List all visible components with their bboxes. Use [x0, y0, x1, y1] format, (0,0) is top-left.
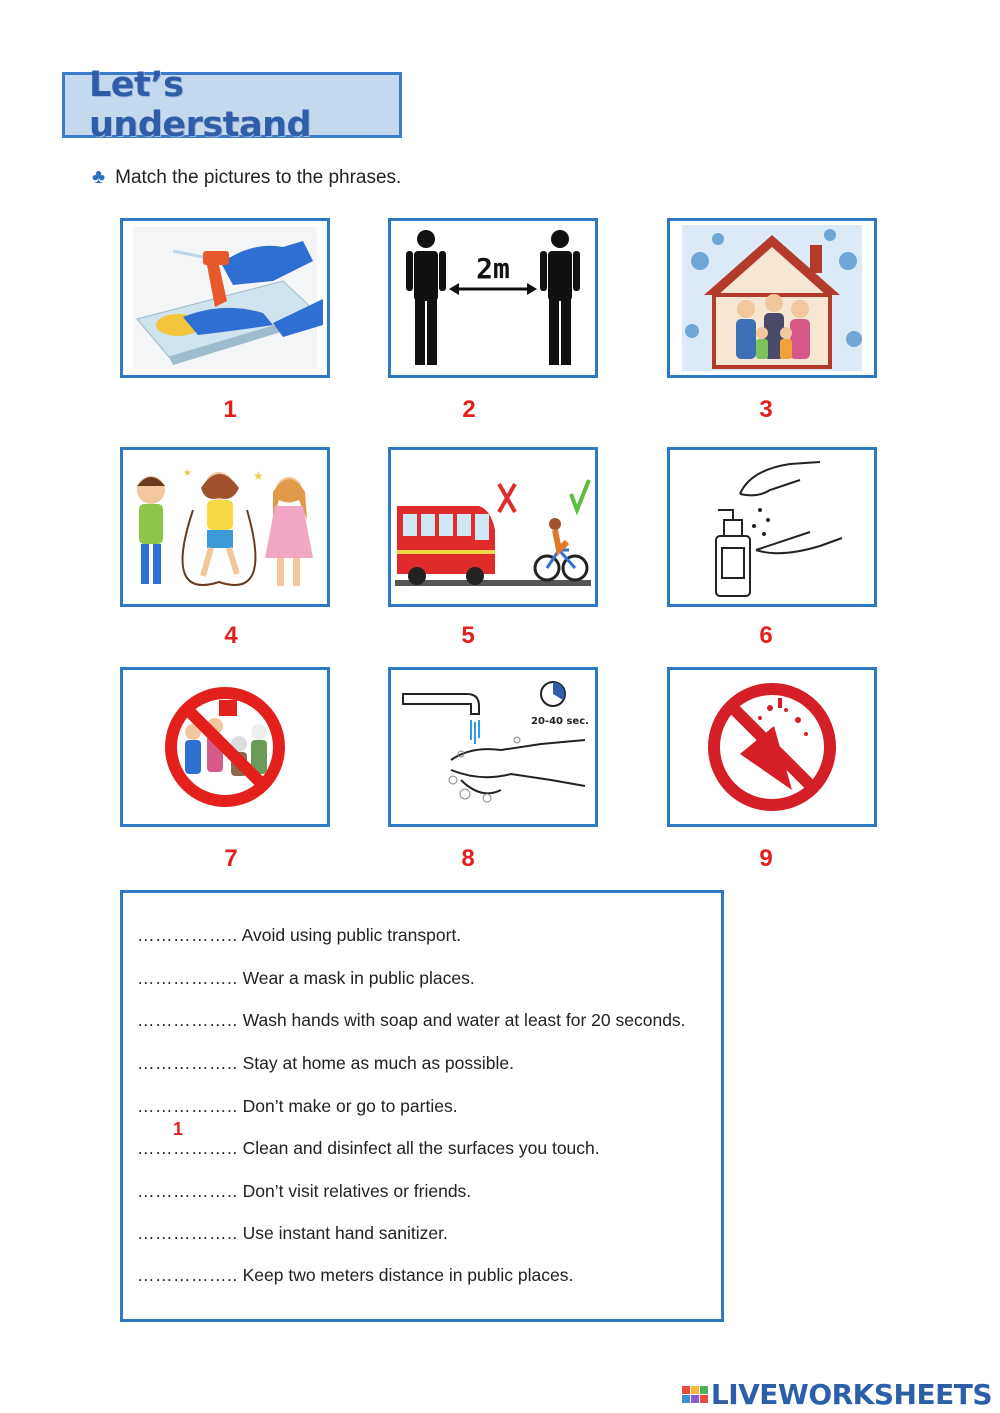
club-icon: ♣	[92, 166, 106, 188]
timer-label: 20-40 sec.	[531, 716, 589, 727]
picture-number-1: 1	[223, 396, 237, 423]
phrase-text: Clean and disinfect all the surfaces you touch.	[242, 1138, 600, 1158]
picture-3-stay-home[interactable]	[667, 218, 877, 378]
picture-6-sanitizer[interactable]	[667, 447, 877, 607]
logo-grid-icon	[682, 1386, 708, 1403]
picture-number-4: 4	[224, 622, 238, 649]
picture-number-3: 3	[759, 396, 773, 423]
picture-4-children-playing[interactable]	[120, 447, 330, 607]
picture-5-transport[interactable]	[388, 447, 598, 607]
answer-blank[interactable]: ……………..	[137, 1096, 238, 1116]
picture-7-no-visiting[interactable]	[120, 667, 330, 827]
filled-answer: 1	[173, 1119, 184, 1139]
picture-number-6: 6	[759, 622, 773, 649]
answer-blank[interactable]: ……………..	[137, 925, 238, 945]
picture-2-distance[interactable]	[388, 218, 598, 378]
answer-blank[interactable]: ……………..	[137, 1223, 238, 1243]
picture-number-5: 5	[461, 622, 475, 649]
phrase-row[interactable]	[137, 1181, 471, 1202]
instruction	[92, 166, 401, 189]
svg-text:★: ★	[253, 469, 264, 483]
answer-blank[interactable]: ……………..	[137, 968, 238, 988]
phrases-box	[120, 890, 724, 1322]
picture-1-cleaning[interactable]	[120, 218, 330, 378]
answer-blank[interactable]: ……………..	[137, 1010, 238, 1030]
phrase-text: Don’t make or go to parties.	[242, 1096, 458, 1116]
title-box	[62, 65, 402, 145]
picture-number-9: 9	[759, 845, 773, 872]
liveworksheets-logo	[682, 1378, 992, 1411]
phrase-text: Stay at home as much as possible.	[242, 1053, 514, 1073]
phrase-row[interactable]	[137, 1265, 573, 1286]
instruction-text: Match the pictures to the phrases.	[115, 166, 402, 188]
phrase-text: Don’t visit relatives or friends.	[242, 1181, 472, 1201]
page-title: Let’s understand	[89, 65, 312, 145]
phrase-row[interactable]	[137, 1053, 514, 1074]
phrase-text: Keep two meters distance in public places.	[242, 1265, 574, 1285]
phrase-row[interactable]	[137, 1223, 448, 1244]
answer-blank[interactable]: ……………..	[137, 1138, 238, 1158]
answer-blank[interactable]: ……………..	[137, 1181, 238, 1201]
phrase-row[interactable]	[137, 1010, 686, 1031]
phrase-row[interactable]	[137, 1138, 600, 1159]
picture-number-7: 7	[224, 845, 238, 872]
phrase-text: Avoid using public transport.	[241, 925, 462, 945]
phrase-text: Wash hands with soap and water at least for 20 seconds.	[242, 1010, 686, 1030]
picture-9-no-parties[interactable]	[667, 667, 877, 827]
phrase-text: Wear a mask in public places.	[242, 968, 475, 988]
picture-number-8: 8	[461, 845, 475, 872]
phrase-row[interactable]	[137, 968, 475, 989]
phrase-row[interactable]	[137, 1096, 458, 1117]
phrase-text: Use instant hand sanitizer.	[242, 1223, 448, 1243]
logo-text: LIVEWORKSHEETS	[710, 1378, 992, 1411]
answer-blank[interactable]: ……………..	[137, 1265, 238, 1285]
answer-blank[interactable]: ……………..	[137, 1053, 238, 1073]
distance-label: 2m	[476, 252, 510, 285]
svg-text:★: ★	[183, 468, 192, 479]
picture-number-2: 2	[462, 396, 476, 423]
phrase-row[interactable]	[137, 925, 461, 946]
picture-8-hand-washing[interactable]	[388, 667, 598, 827]
